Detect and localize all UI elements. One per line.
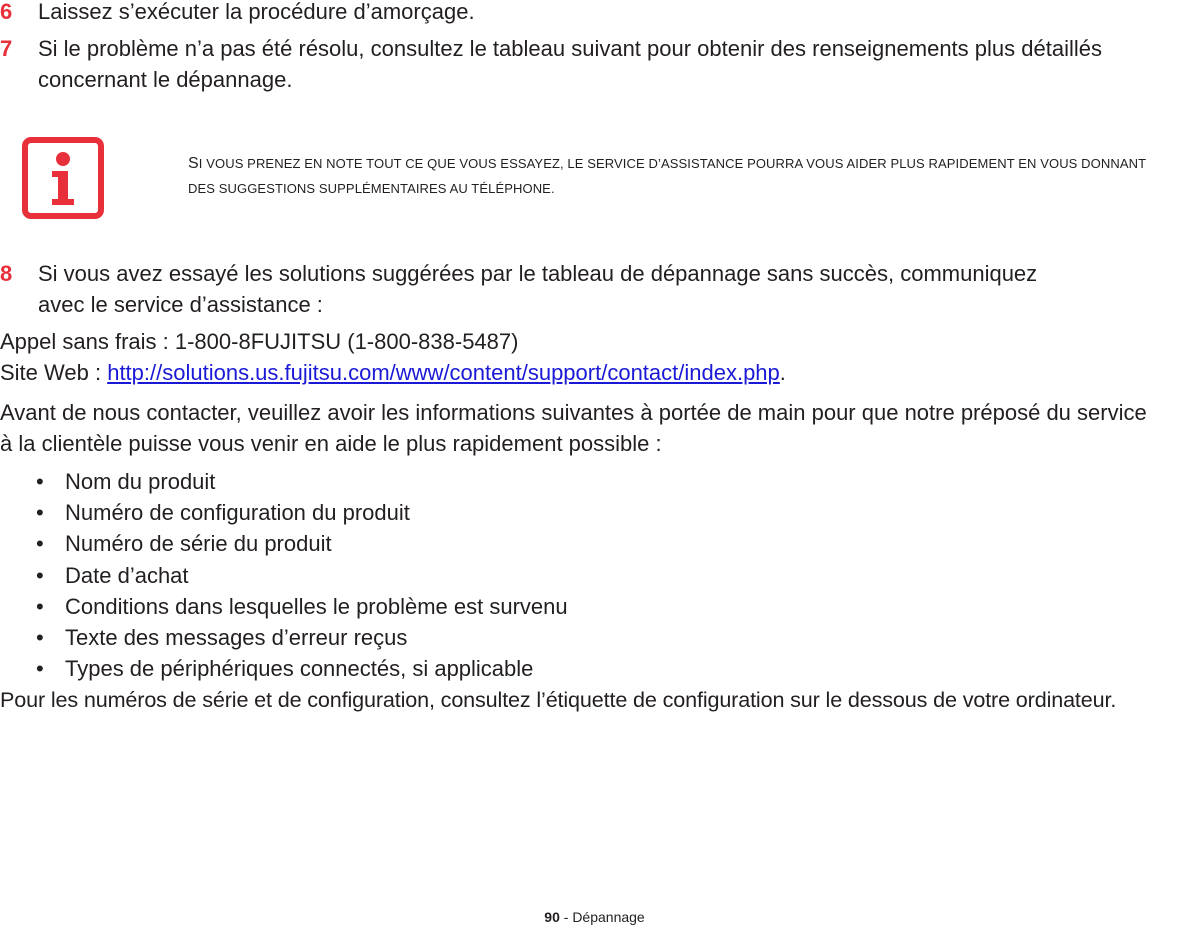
list-item: • Numéro de série du produit xyxy=(0,528,568,559)
website-suffix: . xyxy=(779,360,786,385)
bullet-icon: • xyxy=(36,500,44,526)
step-text: Si vous avez essayé les solutions suggérées par le tableau de dépannage sans succès, communiquez xyxy=(38,261,1038,286)
step-number: 6 xyxy=(0,0,13,24)
list-item: • Numéro de configuration du produit xyxy=(0,497,568,528)
page-number: 90 xyxy=(544,909,560,925)
list-item: • Nom du produit xyxy=(0,466,568,497)
intro-line-2: à la clientèle puisse vous venir en aide le plus rapidement possible : xyxy=(0,431,662,456)
support-link[interactable]: http://solutions.us.fujitsu.com/www/content/support/contact/index.php xyxy=(107,360,780,385)
step-text: Si le problème n’a pas été résolu, consultez le tableau suivant pour obtenir des renseignements plus détaillés xyxy=(38,36,1102,61)
website-label: Site Web : xyxy=(0,360,108,385)
intro-line-1: Avant de nous contacter, veuillez avoir les informations suivantes à portée de main pour que notre préposé du service xyxy=(0,400,1147,425)
list-item: • Texte des messages d’erreur reçus xyxy=(0,622,568,653)
footer-separator: - xyxy=(559,909,573,925)
bullet-icon: • xyxy=(36,656,44,682)
bullet-icon: • xyxy=(36,469,44,494)
note-text xyxy=(188,151,1188,201)
list-item: • Date d’achat xyxy=(0,560,568,591)
step-text-continued: concernant le dépannage. xyxy=(38,67,293,92)
bullet-icon: • xyxy=(36,593,44,619)
phone-line: Appel sans frais : 1-800-8FUJITSU (1-800-838-5487) xyxy=(0,329,519,354)
step-number: 7 xyxy=(0,36,13,61)
list-item: • Conditions dans lesquelles le problème est survenu xyxy=(0,591,568,622)
website-line xyxy=(0,357,786,388)
info-icon xyxy=(22,137,104,219)
bullet-icon: • xyxy=(36,562,44,588)
section-name: Dépannage xyxy=(572,909,645,925)
bullet-icon: • xyxy=(36,531,44,557)
note-line-2: DES SUGGESTIONS SUPPLÉMENTAIRES AU TÉLÉPHONE. xyxy=(188,181,555,196)
step-text: Laissez s’exécuter la procédure d’amorçage. xyxy=(38,0,475,24)
info-checklist xyxy=(0,466,568,684)
list-item: • Types de périphériques connectés, si applicable xyxy=(0,653,568,684)
page-footer xyxy=(0,907,1189,927)
step-number: 8 xyxy=(0,261,13,286)
step-text-continued: avec le service d’assistance : xyxy=(38,292,323,317)
note-line-1: SI VOUS PRENEZ EN NOTE TOUT CE QUE VOUS ESSAYEZ, LE SERVICE D’ASSISTANCE POURRA VOUS AIDER PLUS RAPIDEMENT EN VOUS DONNANT xyxy=(188,155,1147,172)
bullet-icon: • xyxy=(36,625,44,651)
closing-paragraph: Pour les numéros de série et de configuration, consultez l’étiquette de configuration sur le dessous de votre ordinateur. xyxy=(0,687,1117,712)
